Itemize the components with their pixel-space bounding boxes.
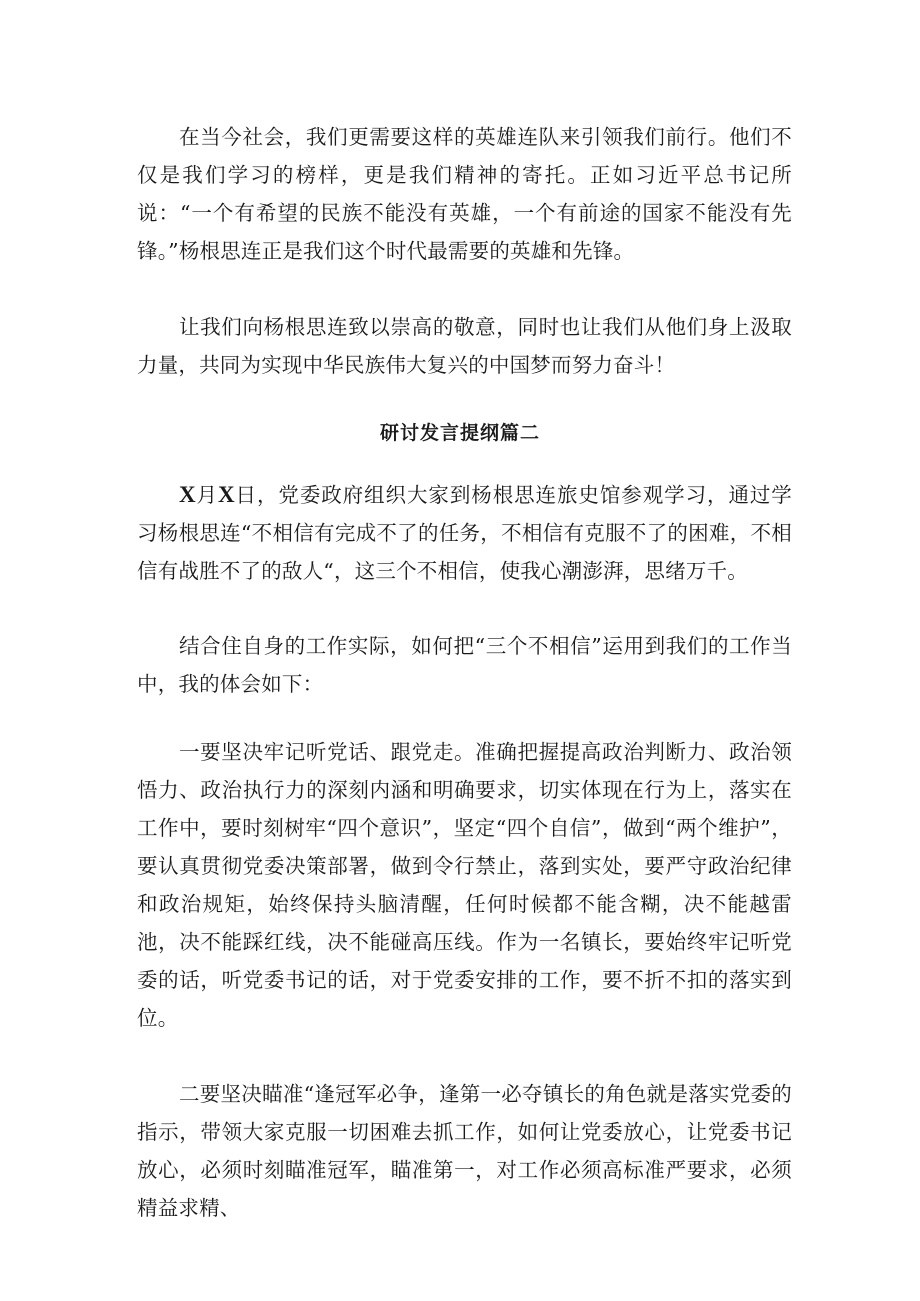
intro-text: 日，党委政府组织大家到杨根思连旅史馆参观学习，通过学习杨根思连“不相信有完成不了的任务，不相信有克服不了的困难，不相信有战胜不了的敌人“，这三个不相信，使我心潮澎湃，思绪万千。 [137, 483, 793, 583]
paragraph-reflection: 结合住自身的工作实际，如何把“三个不相信”运用到我们的工作当中，我的体会如下： [137, 634, 792, 696]
date-x-day: X [217, 482, 235, 507]
paragraph-intro [137, 476, 792, 590]
paragraph-salute: 让我们向杨根思连致以崇高的敬意，同时也让我们从他们身上汲取力量，共同为实现中华民族伟大复兴的中国梦而努力奋斗！ [137, 315, 792, 377]
paragraph-point-one: 一要坚决牢记听党话、跟党走。准确把握提高政治判断力、政治领悟力、政治执行力的深刻内涵和明确要求，切实体现在行为上，落实在工作中，要时刻树牢“四个意识”，坚定“四个自信”，做到“两个维护”，要认真贯彻党委决策部署，做到令行禁止，落到实处，要严守政治纪律和政治规矩，始终保持头脑清醒，任何时候都不能含糊，决不能越雷池，决不能踩红线，决不能碰高压线。作为一名镇长，要始终牢记听党委的话，听党委书记的话，对于党委安排的工作，要不折不扣的落实到位。 [137, 740, 792, 1030]
paragraph-point-two: 二要坚决瞄准“逢冠军必争，逢第一必夺镇长的角色就是落实党委的指示，带领大家克服一切困难去抓工作，如何让党委放心，让党委书记放心，必须时刻瞄准冠军，瞄准第一，对工作必须高标准严要求，必须精益求精、 [137, 1082, 792, 1220]
date-month-label: 月 [195, 483, 218, 507]
date-x-month: X [179, 482, 196, 507]
section-heading: 研讨发言提纲篇二 [379, 422, 540, 444]
paragraph-heroes: 在当今社会，我们更需要这样的英雄连队来引领我们前行。他们不仅是我们学习的榜样，更是我们精神的寄托。正如习近平总书记所说：“一个有希望的民族不能没有英雄，一个有前途的国家不能没有先锋。”杨根思连正是我们这个时代最需要的英雄和先锋。 [137, 125, 792, 263]
